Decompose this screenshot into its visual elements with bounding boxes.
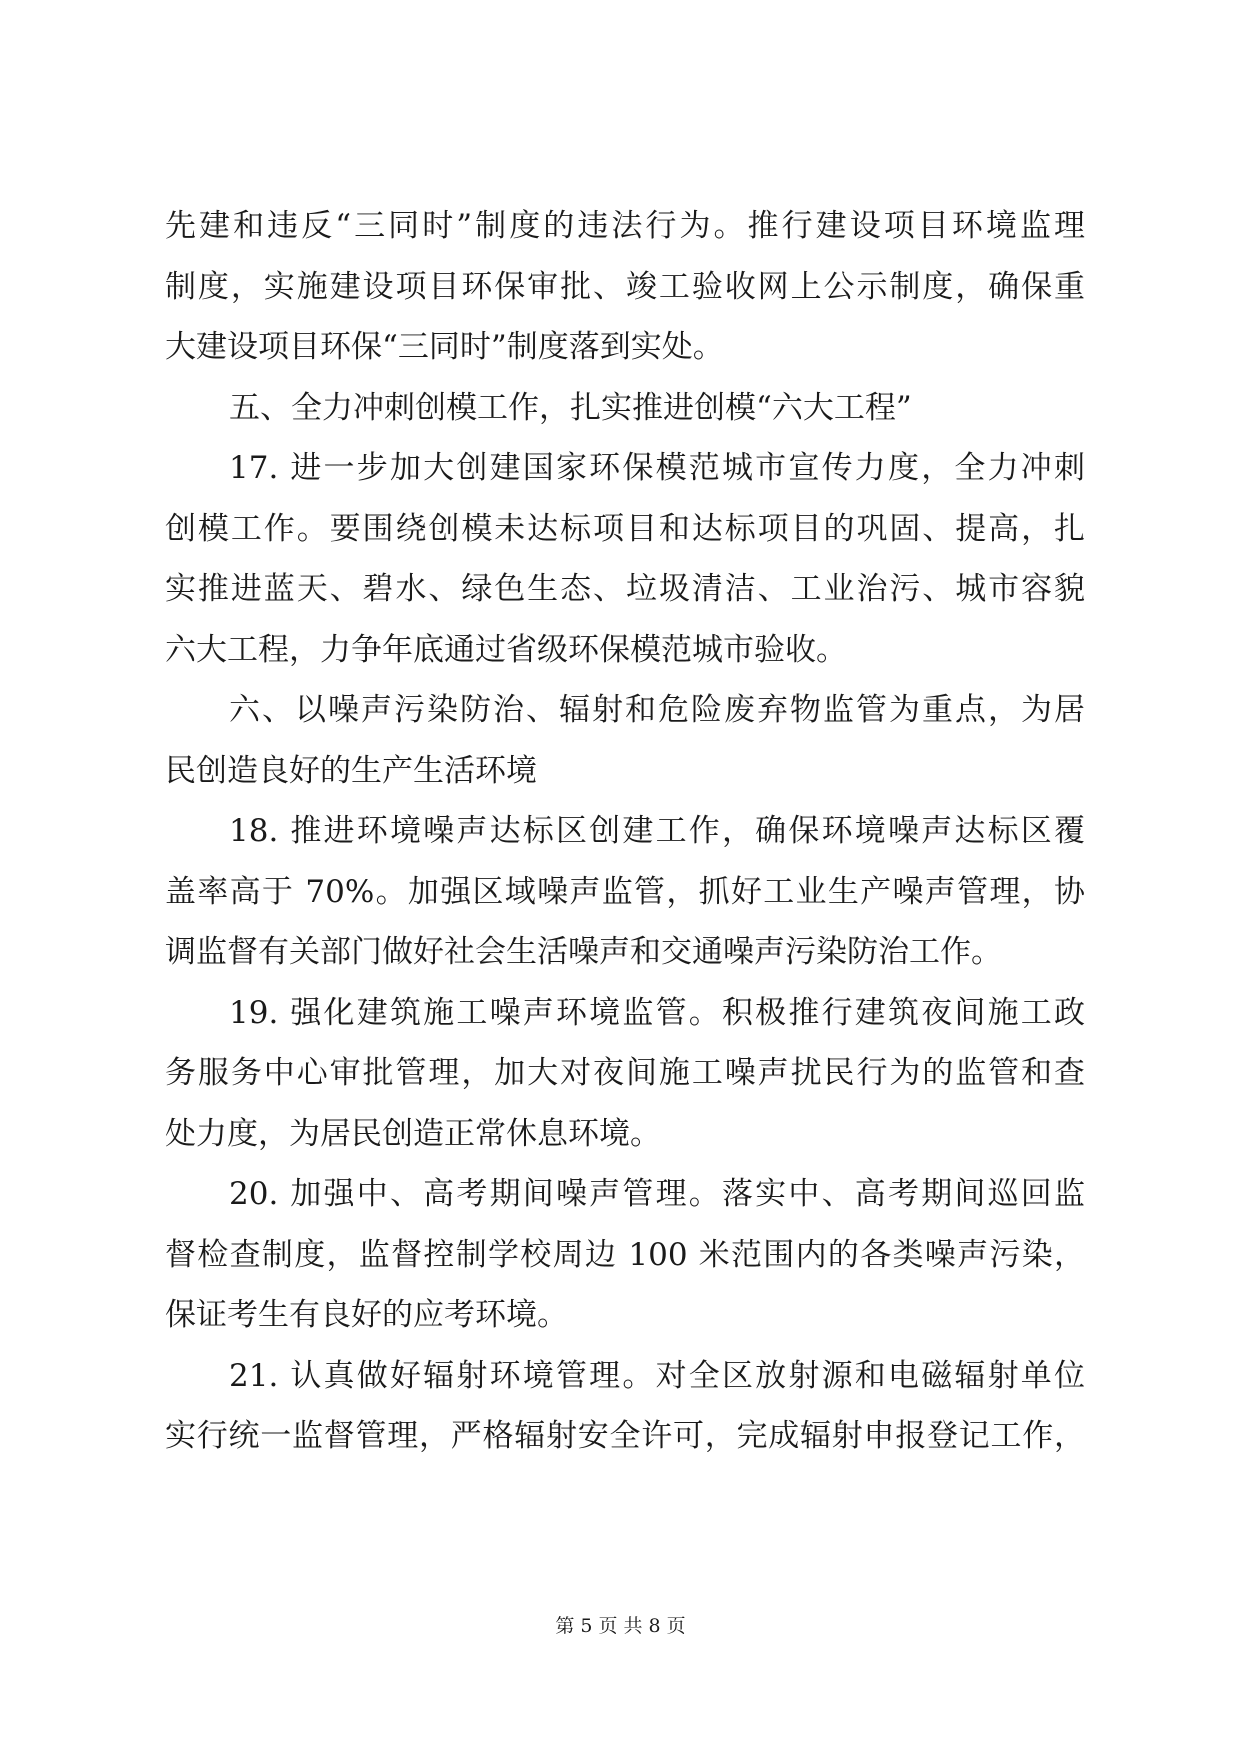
body-text-line: 保证考生有良好的应考环境。 [165,1297,568,1333]
section-heading: 民创造良好的生产生活环境 [165,753,537,789]
body-text-line: 创模工作。要围绕创模未达标项目和达标项目的巩固、提高，扎 [165,511,1085,547]
body-text-line: 处力度，为居民创造正常休息环境。 [165,1116,661,1152]
body-text-line: 17. 进一步加大创建国家环保模范城市宣传力度，全力冲刺 [229,450,1085,486]
body-text-line: 务服务中心审批管理，加大对夜间施工噪声扰民行为的监管和查 [165,1055,1085,1091]
page-number-footer: 第 5 页 共 8 页 [555,1615,686,1637]
body-text-line: 制度，实施建设项目环保审批、竣工验收网上公示制度，确保重 [165,269,1085,305]
body-text-line: 21. 认真做好辐射环境管理。对全区放射源和电磁辐射单位 [229,1358,1085,1394]
body-text-line: 18. 推进环境噪声达标区创建工作，确保环境噪声达标区覆 [229,813,1085,849]
body-text-line: 实推进蓝天、碧水、绿色生态、垃圾清洁、工业治污、城市容貌 [165,571,1085,607]
body-text-line: 调监督有关部门做好社会生活噪声和交通噪声污染防治工作。 [165,934,1002,970]
body-text-line: 实行统一监督管理，严格辐射安全许可，完成辐射申报登记工作， [165,1418,1085,1454]
body-text-line: 六大工程，力争年底通过省级环保模范城市验收。 [165,632,847,668]
body-text-line: 盖率高于 70%。加强区域噪声监管，抓好工业生产噪声管理，协 [165,874,1085,910]
body-text-line: 先建和违反“三同时”制度的违法行为。推行建设项目环境监理 [165,208,1085,244]
section-heading: 六、以噪声污染防治、辐射和危险废弃物监管为重点，为居 [229,692,1085,728]
body-text-line: 督检查制度，监督控制学校周边 100 米范围内的各类噪声污染， [165,1237,1085,1273]
body-text-line: 大建设项目环保“三同时”制度落到实处。 [165,329,724,365]
body-text-line: 19. 强化建筑施工噪声环境监管。积极推行建筑夜间施工政 [229,995,1085,1031]
body-text-line: 20. 加强中、高考期间噪声管理。落实中、高考期间巡回监 [229,1176,1085,1212]
section-heading: 五、全力冲刺创模工作，扎实推进创模“六大工程” [229,390,912,426]
